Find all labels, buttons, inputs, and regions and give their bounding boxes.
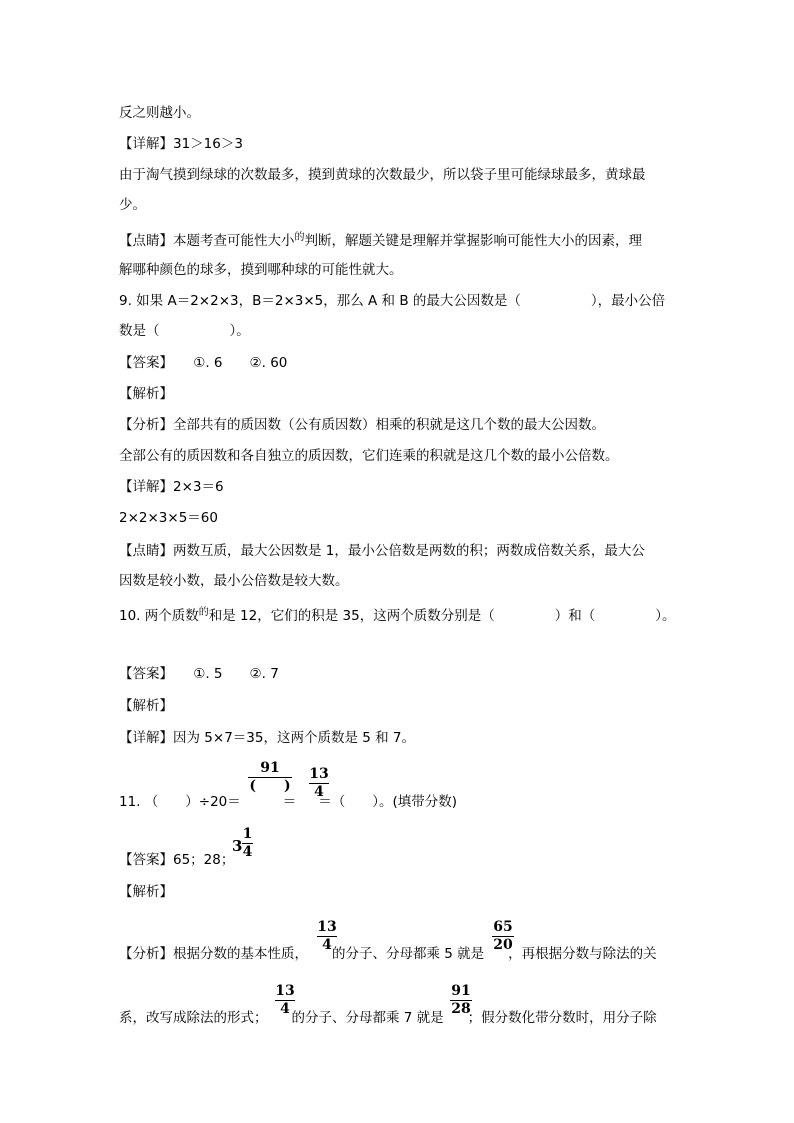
analysis-line [119,1009,657,1027]
q9-text: ），最小公倍 [590,293,666,309]
denominator: 28 [451,1001,471,1017]
analysis-line: 【分析】全部共有的质因数（公有质因数）相乘的积就是这几个数的最大公因数。 [119,417,605,433]
question-10 [119,607,675,627]
analysis-text: 的分子、分母都乘 5 就是 [332,946,485,962]
analysis-line [119,945,657,963]
detail-line: 【详解】31＞16＞3 [119,136,243,152]
analysis-text: 【分析】根据分数的基本性质， [119,946,308,962]
analysis-text: ，再根据分数与除法的关 [508,946,657,962]
numerator: 13 [275,983,295,999]
denominator: 4 [242,844,253,860]
numerator: 91 [260,760,280,776]
answer-line: 【答案】 ①. 6 ②. 60 [119,355,288,371]
whole-part: 3 [232,837,243,855]
note-text: 判断，解题关键是理解并掌握影响可能性大小的因素，理 [304,233,642,249]
note-line: 因数是较小数，最小公倍数是较大数。 [119,573,349,589]
fraction-65-over-20 [492,919,514,954]
denominator: ( ) [249,778,291,794]
q9-text: ）。 [229,323,250,339]
q11-text: ＝（ ）。(填带分数) [318,794,458,810]
numerator: 13 [317,919,337,935]
question-11 [119,793,457,811]
note-line: 【点睛】两数互质，最大公因数是 1，最小公倍数是两数的积；两数成倍数关系，最大公 [119,543,645,559]
denominator: 20 [493,937,513,953]
superscript-char: 的 [198,607,209,618]
text-line: 少。 [119,197,146,213]
answer-line: 【答案】 ①. 5 ②. 7 [119,666,279,682]
detail-line: 【详解】因为 5×7＝35，这两个质数是 5 和 7。 [119,730,416,746]
analysis-text: ；假分数化带分数时，用分子除 [467,1010,657,1026]
analysis-text: 系，改写成除法的形式； [119,1010,268,1026]
fraction-13-over-4 [275,983,295,1018]
text-line: 由于淘气摸到绿球的次数最多，摸到黄球的次数最少，所以袋子里可能绿球最多，黄球最 [119,167,646,183]
text-line: 反之则越小。 [119,105,200,121]
detail-line: 2×2×3×5＝60 [119,510,218,526]
q11-text: ＝ [282,794,297,810]
numerator: 91 [451,983,471,999]
q10-text: 和是 12，它们的积是 35，这两个质数分别是（ [208,608,495,624]
note-text: 【点睛】本题考查可能性大小 [119,233,295,249]
fraction-13-over-4 [317,919,337,954]
analysis-text: 的分子、分母都乘 7 就是 [291,1010,444,1026]
denominator: 4 [322,937,332,953]
analysis-line: 全部公有的质因数和各自独立的质因数，它们连乘的积就是这几个数的最小公倍数。 [119,448,619,464]
note-line [119,232,642,252]
denominator: 4 [280,1001,290,1017]
analysis-heading: 【解析】 [119,386,173,402]
q9-text: 9. 如果 A＝2×2×3，B＝2×3×5，那么 A 和 B 的最大公因数是（ [119,293,521,309]
answer-line: 【答案】65；28； [119,852,235,868]
text-line: 解哪种颜色的球多，摸到哪种球的可能性就大。 [119,262,403,278]
question-9 [119,292,665,310]
question-9-cont [119,322,250,340]
fraction-13-over-4 [309,766,329,801]
q11-text: 11. （ ）÷20＝ [119,794,241,810]
denominator: 4 [314,784,324,800]
fraction-91-over-28 [450,983,472,1018]
analysis-heading: 【解析】 [119,698,173,714]
superscript-char: 的 [294,232,305,243]
numerator: 1 [242,826,253,842]
detail-line: 【详解】2×3＝6 [119,479,224,495]
q9-text: 数是（ [119,323,160,339]
q10-text: ）和（ [554,608,596,624]
q10-text: ）。 [655,608,676,624]
analysis-heading: 【解析】 [119,884,173,900]
fraction-91-over-blank [248,760,292,795]
numerator: 13 [309,766,329,782]
numerator: 65 [493,919,513,935]
q10-text: 10. 两个质数 [119,608,199,624]
